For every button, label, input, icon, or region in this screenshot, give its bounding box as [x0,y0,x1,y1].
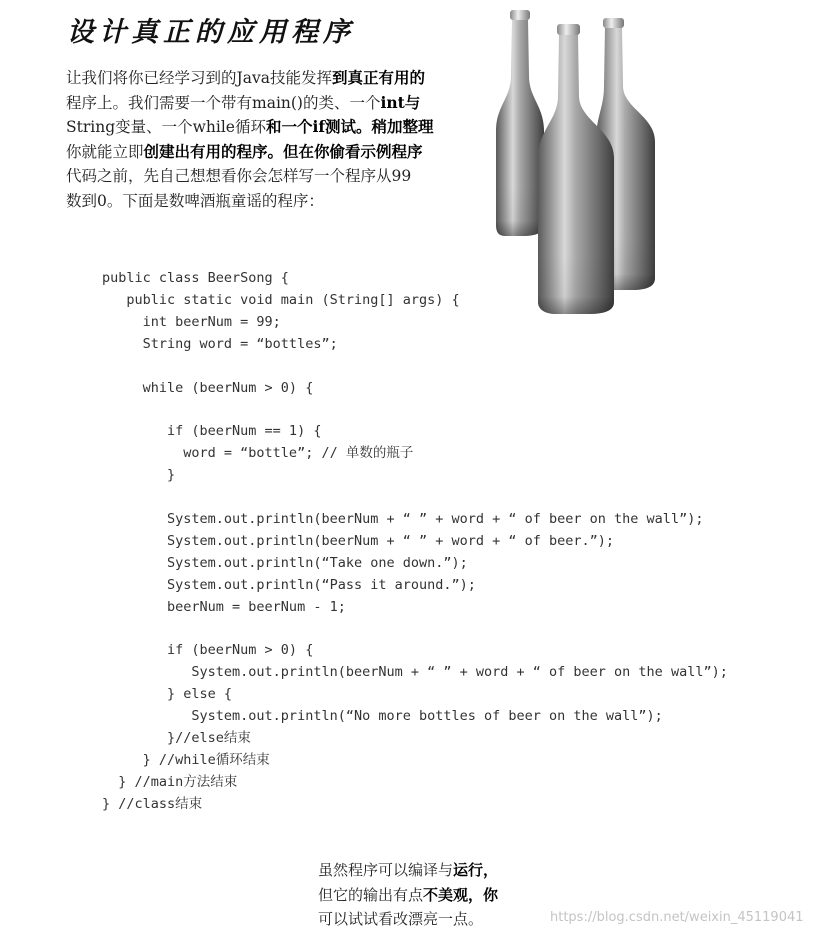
code-line: System.out.println(beerNum + “ ” + word + “ of beer on the wall”); [102,664,728,681]
code-line: } //main方法结束 [102,773,238,790]
code-line: }//else结束 [102,730,251,747]
note-bold: 运行， [453,861,499,879]
code-line: } //class结束 [102,795,203,812]
code-line: public static void main (String[] args) { [102,291,460,308]
code-line: public class BeerSong { [102,270,289,286]
code-line: System.out.println(“Pass it around.”); [102,576,476,593]
code-line: String word = “bottles”; [102,335,338,352]
page-title: 设计真正的应用程序 [67,17,355,48]
code-line: while (beerNum > 0) { [102,379,314,396]
note-text: 可以试试看改漂亮一点。 [318,910,484,928]
source-watermark: https://blog.csdn.net/weixin_45119041 [550,910,804,925]
code-line: if (beerNum > 0) { [102,642,314,659]
intro-bold: 创建出有用的程序。但在你偷看示例程序 [143,141,423,161]
note-bold: 不美观，你 [423,885,499,904]
intro-text: 代码之前，先自己想想看你会怎样写一个程序从99 [66,167,412,185]
code-line: word = “bottle”; // 单数的瓶子 [102,445,414,462]
intro-text: 数到0。下面是数啤酒瓶童谣的程序： [66,191,324,210]
code-line: if (beerNum == 1) { [102,423,322,440]
code-line: } [102,467,176,484]
code-line: } else { [102,686,233,703]
code-line: System.out.println(“Take one down.”); [102,554,468,571]
intro-bold: 和一个if测试。稍加整理 [265,117,434,136]
code-line: } //while循环结束 [102,751,270,768]
intro-bold: int与 [380,92,421,112]
code-line: beerNum = beerNum - 1; [102,598,346,615]
intro-text: 程序上。我们需要一个带有main()的类、一个 [66,93,381,112]
code-line: System.out.println(“No more bottles of beer on the wall”); [102,708,663,725]
note-text: 但它的输出有点 [318,885,424,904]
intro-text: String变量、一个while循环 [66,118,266,136]
code-line: System.out.println(beerNum + “ ” + word + “ of beer.”); [102,532,615,549]
intro-bold: 到真正有用的 [331,68,425,87]
code-line: System.out.println(beerNum + “ ” + word + “ of beer on the wall”); [102,510,704,527]
code-line: int beerNum = 99; [102,313,281,330]
closing-note [318,858,498,932]
note-text: 虽然程序可以编译与 [318,861,454,879]
bottle-back-left [496,10,544,236]
code-listing [102,268,728,816]
intro-text: 让我们将你已经学习到的Java技能发挥 [66,69,332,87]
intro-paragraph [66,66,486,213]
intro-text: 你就能立即 [66,142,144,161]
